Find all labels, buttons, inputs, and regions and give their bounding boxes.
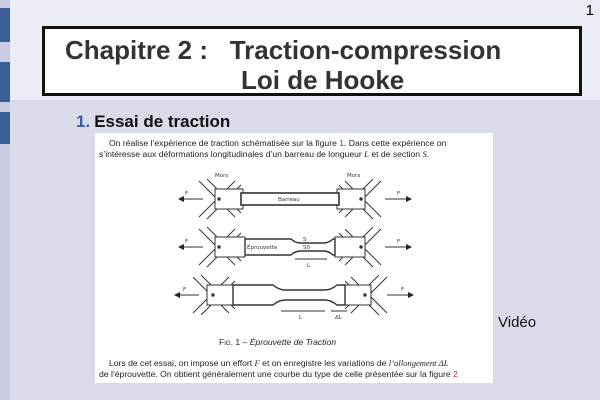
outro-line-2: de l’éprouvette. On obtient généralement une courbe du type de celle présentée sur la figure 2 bbox=[99, 369, 458, 379]
section-heading bbox=[76, 112, 230, 132]
svg-text:F: F bbox=[397, 239, 401, 245]
outro-line-1: Lors de cet essai, on impose un effort F et on enregistre les variations de l’allongement ΔL bbox=[109, 358, 449, 368]
label-barreau: Barreau bbox=[278, 197, 300, 203]
accent-tick bbox=[0, 62, 10, 102]
title-box bbox=[42, 26, 582, 96]
svg-text:F: F bbox=[401, 287, 405, 293]
svg-text:F: F bbox=[183, 287, 187, 293]
svg-text:L: L bbox=[299, 315, 303, 321]
left-accent-bar bbox=[0, 0, 10, 400]
figure-caption: Fig. 1 – Éprouvette de Traction bbox=[219, 337, 337, 347]
grip-right bbox=[337, 179, 381, 219]
specimen-row-2 bbox=[179, 227, 411, 267]
intro-line-1: On réalise l’expérience de traction schématisée sur la figure 1. Dans cette expérience on bbox=[109, 138, 447, 148]
svg-text:ΔL: ΔL bbox=[335, 315, 342, 321]
svg-text:L: L bbox=[307, 263, 311, 269]
slide-title-line1: Chapitre 2 : Traction-compression bbox=[65, 35, 502, 65]
svg-text:F: F bbox=[185, 239, 189, 245]
document-image bbox=[95, 133, 493, 383]
stretched-specimen bbox=[233, 285, 345, 305]
label-eprouvette: Éprouvette bbox=[247, 245, 278, 251]
tensile-test-figure bbox=[95, 169, 493, 334]
svg-text:F: F bbox=[397, 191, 401, 197]
slide-number: 1 bbox=[585, 2, 594, 19]
grip-left bbox=[199, 179, 243, 219]
svg-text:F: F bbox=[185, 191, 189, 197]
slide-title-line2: Loi de Hooke bbox=[241, 65, 405, 95]
accent-tick bbox=[0, 112, 10, 144]
label-mors-left: Mors bbox=[215, 173, 229, 179]
intro-line-2: s’intéresse aux déformations longitudinales d’un barreau de longueur L et de section S. bbox=[99, 149, 430, 159]
svg-text:S0: S0 bbox=[303, 245, 310, 251]
label-mors-right: Mors bbox=[347, 173, 361, 179]
section-title: Essai de traction bbox=[94, 112, 231, 131]
accent-tick bbox=[0, 8, 10, 42]
specimen-row-3 bbox=[175, 275, 413, 315]
video-link[interactable]: Vidéo bbox=[498, 314, 537, 331]
svg-text:S: S bbox=[303, 237, 307, 243]
section-number: 1. bbox=[76, 112, 91, 131]
